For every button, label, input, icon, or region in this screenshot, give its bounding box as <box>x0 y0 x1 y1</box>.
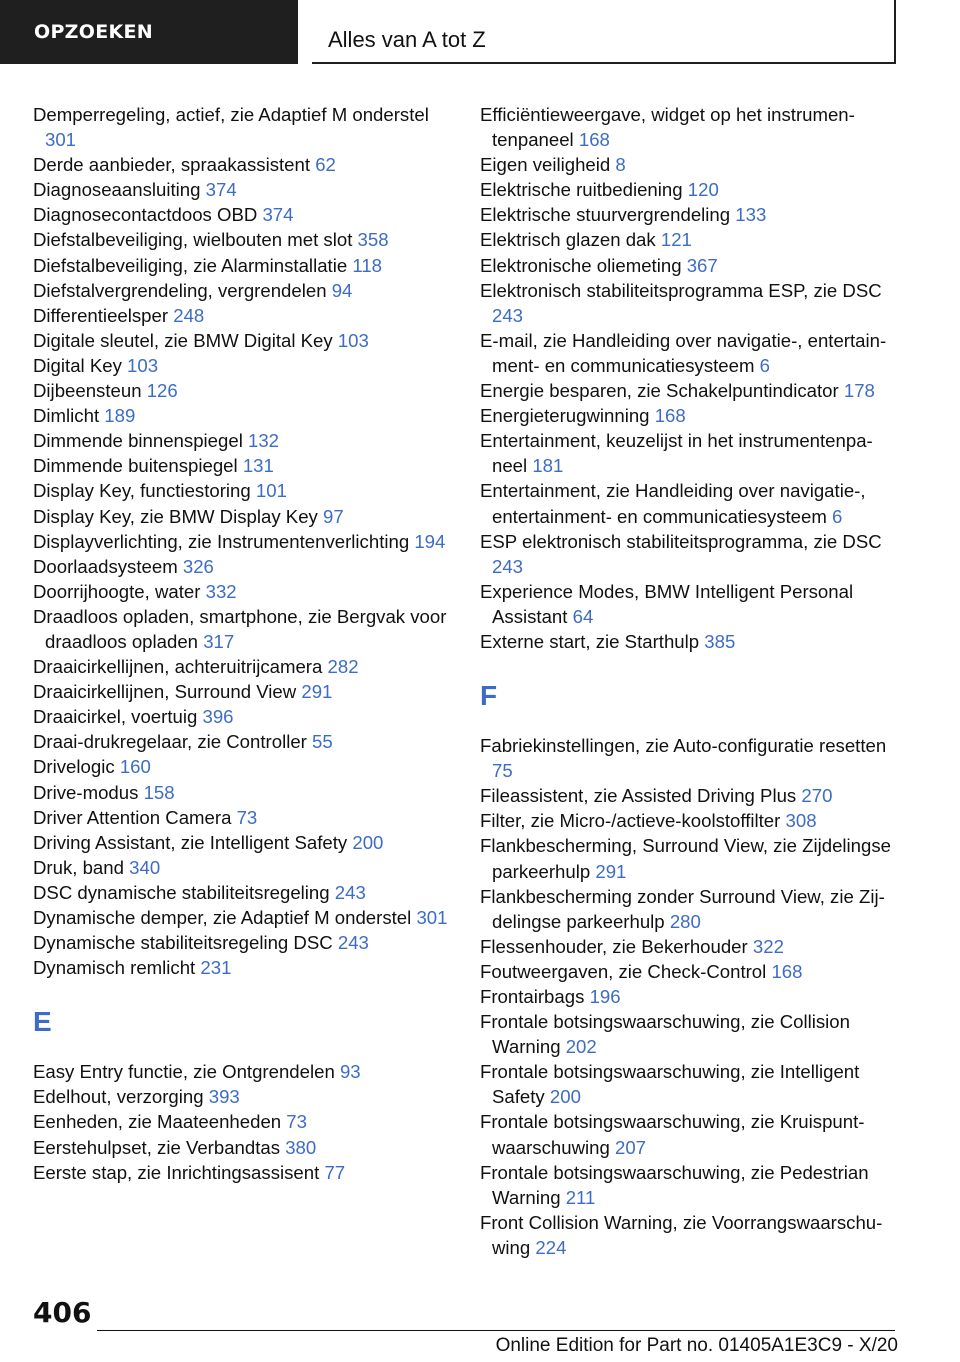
index-entry <box>33 679 453 704</box>
index-entry <box>33 428 453 453</box>
index-entry-text: Frontale botsingswaarschuwing, zie Collision Warning <box>480 1011 850 1058</box>
index-entry <box>33 955 453 980</box>
index-page-link[interactable]: 207 <box>615 1136 647 1158</box>
index-entry-text: Draaicirkellijnen, achteruitrijcamera <box>33 656 323 678</box>
index-entry <box>33 1059 453 1084</box>
index-entry-text: E-mail, zie Handleiding over navigatie-, entertainment- en communicatiesysteem <box>480 329 887 376</box>
index-entry-text: Foutweergaven, zie Check-Control <box>480 960 767 982</box>
index-entry-text: Elektronische oliemeting <box>480 254 682 276</box>
index-entry-text: Elektrische stuurvergrendeling <box>480 204 731 226</box>
index-entry <box>33 227 453 252</box>
index-entry-text: Filter, zie Micro-/actieve-koolstoffilter <box>480 810 781 832</box>
index-entry <box>33 253 453 278</box>
index-entry <box>33 554 453 579</box>
index-page-link[interactable]: 6 <box>832 505 843 527</box>
index-entry <box>480 833 900 883</box>
index-entry <box>33 529 453 554</box>
index-entry <box>480 278 900 328</box>
index-entry <box>33 102 453 152</box>
index-entry <box>480 529 900 579</box>
index-entry-text: Dynamische stabiliteitsregeling DSC <box>33 932 333 954</box>
index-entry-text: Driver Attention Camera <box>33 806 232 828</box>
index-entry <box>480 253 900 278</box>
edition-footer: Online Edition for Part no. 01405A1E3C9 - X/20 <box>495 1335 898 1356</box>
index-entry <box>33 202 453 227</box>
page-header-title <box>312 0 896 64</box>
index-page-link[interactable]: 64 <box>572 605 594 627</box>
index-entry <box>33 754 453 779</box>
index-page-link[interactable]: 291 <box>301 681 333 703</box>
index-entry <box>33 905 453 930</box>
index-page-link[interactable]: 6 <box>759 354 770 376</box>
index-entry-text: ESP elektronisch stabiliteitsprogramma, zie DSC <box>480 530 882 552</box>
index-entry-text: Eerstehulpset, zie Verbandtas <box>33 1136 281 1158</box>
index-page-link[interactable]: 270 <box>801 785 833 807</box>
index-entry <box>480 934 900 959</box>
index-entry <box>33 1084 453 1109</box>
index-entry <box>480 808 900 833</box>
index-page-link[interactable]: 308 <box>785 810 817 832</box>
index-entry-text: Doorrijhoogte, water <box>33 580 201 602</box>
index-entry-text: Flankbescherming, Surround View, zie Zijdelingse parkeerhulp <box>480 835 891 882</box>
index-entry <box>480 629 900 654</box>
index-entry <box>33 1160 453 1185</box>
index-entry-text: Derde aanbieder, spraakassistent <box>33 154 311 176</box>
section-tab-label: OPZOEKEN <box>34 21 153 43</box>
index-page-link[interactable]: 374 <box>262 204 294 226</box>
index-entry-text: Experience Modes, BMW Intelligent Personal Assistant <box>480 580 854 627</box>
index-page-link[interactable]: 243 <box>492 304 524 326</box>
index-entry-text: Display Key, zie BMW Display Key <box>33 505 318 527</box>
index-entry-text: Druk, band <box>33 856 124 878</box>
index-page-link[interactable]: 380 <box>285 1136 317 1158</box>
index-entry-text: Energie besparen, zie Schakelpuntindicator <box>480 380 839 402</box>
index-entry-text: Digital Key <box>33 354 122 376</box>
index-page-link[interactable]: 301 <box>416 907 448 928</box>
index-entry <box>480 984 900 1009</box>
index-entry-text: Dimlicht <box>33 405 100 427</box>
index-entry-text: Frontale botsingswaarschuwing, zie Pedestrian Warning <box>480 1161 869 1208</box>
index-entry <box>33 1109 453 1134</box>
index-entry <box>33 177 453 202</box>
index-column-left <box>33 102 453 1185</box>
index-entry <box>480 378 900 403</box>
index-entry-text: Elektronisch stabiliteitsprogramma ESP, zie DSC <box>480 279 882 301</box>
index-page-link[interactable]: 301 <box>45 129 77 151</box>
index-letter-heading: F <box>480 680 498 712</box>
index-entry-text: Fabriekinstellingen, zie Auto-configuratie resetten <box>480 735 887 757</box>
index-page-link[interactable]: 126 <box>146 380 178 402</box>
index-page-link[interactable]: 158 <box>143 781 175 803</box>
index-page-link[interactable]: 396 <box>202 706 234 728</box>
index-entry <box>33 353 453 378</box>
index-page-link[interactable]: 101 <box>255 480 287 502</box>
index-entry-text: Flankbescherming zonder Surround View, zie Zijdelingse parkeerhulp <box>480 885 885 932</box>
index-entry <box>33 604 453 654</box>
index-entry-text: Diefstalbeveiliging, zie Alarminstallatie <box>33 254 348 276</box>
index-page-link[interactable]: 340 <box>129 856 161 878</box>
index-page-link[interactable]: 189 <box>104 405 136 427</box>
index-entry <box>33 654 453 679</box>
index-entry <box>480 328 900 378</box>
index-page-link[interactable]: 178 <box>843 380 875 402</box>
index-page-link[interactable]: 326 <box>182 555 214 577</box>
index-entry <box>33 830 453 855</box>
index-letter-heading: E <box>33 1006 52 1038</box>
index-entry-text: Easy Entry functie, zie Ontgrendelen <box>33 1061 335 1083</box>
index-page-link[interactable]: 248 <box>173 304 205 326</box>
index-entry-text: Diagnoseaansluiting <box>33 179 201 201</box>
footer-divider <box>97 1330 895 1331</box>
index-page-link[interactable]: 211 <box>565 1186 596 1208</box>
index-entry-text: Frontale botsingswaarschuwing, zie Intelligent Safety <box>480 1061 860 1108</box>
index-entry <box>480 579 900 629</box>
index-page-link[interactable]: 374 <box>205 179 237 201</box>
index-entry <box>480 1210 900 1260</box>
index-page-link[interactable]: 160 <box>119 756 151 778</box>
index-page-link[interactable]: 202 <box>565 1036 597 1058</box>
index-page-link[interactable]: 367 <box>686 254 718 276</box>
index-entry <box>33 930 453 955</box>
index-entry-text: Dimmende buitenspiegel <box>33 455 238 477</box>
index-page-link[interactable]: 75 <box>492 760 513 782</box>
index-entry <box>33 378 453 403</box>
index-entry <box>33 880 453 905</box>
index-page-link[interactable]: 332 <box>205 580 237 602</box>
index-page-link[interactable]: 55 <box>312 731 333 753</box>
index-page-link[interactable]: 103 <box>127 354 159 376</box>
index-entry <box>33 478 453 503</box>
index-entry-text: Front Collision Warning, zie Voorrangswaarschuwing <box>480 1211 883 1258</box>
index-entry <box>33 328 453 353</box>
index-entry <box>33 152 453 177</box>
index-entry-text: Eenheden, zie Maateenheden <box>33 1111 282 1133</box>
index-entry-text: Flessenhouder, zie Bekerhouder <box>480 935 748 957</box>
index-page-link[interactable]: 73 <box>236 806 258 828</box>
index-entry <box>480 202 900 227</box>
chapter-title: Alles van A tot Z <box>328 27 486 52</box>
index-page-link[interactable]: 322 <box>752 935 784 957</box>
index-entry <box>33 278 453 303</box>
index-entry-text: Displayverlichting, zie Instrumentenverlichting <box>33 530 410 552</box>
index-page-link[interactable]: 121 <box>660 229 692 251</box>
index-page-link[interactable]: 73 <box>286 1111 307 1133</box>
index-entry-text: Display Key, functiestoring <box>33 480 251 502</box>
index-page-link[interactable]: 181 <box>532 455 564 477</box>
index-entry <box>480 1009 900 1059</box>
index-entry-text: Dijbeensteun <box>33 380 142 402</box>
index-entry <box>480 959 900 984</box>
index-entry-text: Draadloos opladen, smartphone, zie Bergvak voor draadloos opladen <box>33 605 447 652</box>
index-page-link[interactable]: 243 <box>492 555 524 577</box>
index-page-link[interactable]: 131 <box>242 455 274 477</box>
index-page-link[interactable]: 200 <box>549 1086 581 1108</box>
index-page-link[interactable]: 196 <box>589 986 621 1007</box>
index-page-link[interactable]: 168 <box>654 405 686 427</box>
index-entry <box>480 1059 900 1109</box>
index-entry-text: Draai-drukregelaar, zie Controller <box>33 731 307 753</box>
index-page-link[interactable]: 231 <box>200 957 232 979</box>
index-page-link[interactable]: 291 <box>595 860 627 882</box>
index-entry <box>480 783 900 808</box>
index-entry <box>480 733 900 783</box>
index-page-link[interactable]: 133 <box>735 204 767 226</box>
index-entry-text: Externe start, zie Starthulp <box>480 630 700 652</box>
index-entry <box>33 780 453 805</box>
index-entry <box>33 1135 453 1160</box>
index-page-link[interactable]: 194 <box>414 530 446 552</box>
index-entry-text: Dimmende binnenspiegel <box>33 430 243 452</box>
index-page-link[interactable]: 93 <box>339 1061 361 1083</box>
index-page-link[interactable]: 168 <box>578 129 610 151</box>
index-entry <box>480 478 900 528</box>
index-entry-text: Dynamische demper, zie Adaptief M onderstel <box>33 907 412 928</box>
index-entry-text: Drive-modus <box>33 781 139 803</box>
index-entry <box>33 855 453 880</box>
index-entry-text: Demperregeling, actief, zie Adaptief M onderstel <box>33 104 429 125</box>
index-entry-text: Eerste stap, zie Inrichtingsassisent <box>33 1161 320 1183</box>
index-entry <box>33 729 453 754</box>
index-entry <box>480 152 900 177</box>
index-entry-text: Elektrisch glazen dak <box>480 229 656 251</box>
index-entry-text: Entertainment, zie Handleiding over navigatie-, entertainment- en communicatiesysteem <box>480 480 866 527</box>
index-entry-text: Diagnosecontactdoos OBD <box>33 204 258 226</box>
index-entry-text: Differentieelsper <box>33 304 169 326</box>
index-entry <box>480 177 900 202</box>
index-entry-text: Entertainment, keuzelijst in het instrumentenpaneel <box>480 430 873 477</box>
index-entry-text: Elektrische ruitbediening <box>480 179 683 201</box>
index-entry <box>480 403 900 428</box>
index-entry-text: Driving Assistant, zie Intelligent Safety <box>33 831 348 853</box>
index-entry-text: Doorlaadsysteem <box>33 555 178 577</box>
index-page-link[interactable]: 224 <box>535 1236 567 1258</box>
index-entry <box>33 579 453 604</box>
index-page-link[interactable]: 280 <box>669 910 701 932</box>
index-page-link[interactable]: 118 <box>352 254 383 276</box>
index-column-right <box>480 102 900 1260</box>
index-page-link[interactable]: 132 <box>248 430 280 452</box>
index-page-link[interactable]: 317 <box>203 630 235 652</box>
index-entry-text: Efficiëntieweergave, widget op het instrumentenpaneel <box>480 104 855 151</box>
index-entry-text: Diefstalvergrendeling, vergrendelen <box>33 279 327 301</box>
index-page-link[interactable]: 243 <box>337 932 369 954</box>
index-entry-text: Drivelogic <box>33 756 115 778</box>
index-entry <box>33 403 453 428</box>
index-entry <box>480 1160 900 1210</box>
index-entry-text: Energieterugwinning <box>480 405 650 427</box>
index-page-link[interactable]: 358 <box>357 229 389 251</box>
index-entry-text: Edelhout, verzorging <box>33 1086 204 1108</box>
index-page-link[interactable]: 243 <box>334 881 366 903</box>
index-page-link[interactable]: 77 <box>324 1161 346 1183</box>
index-entry <box>480 1109 900 1159</box>
index-page-link[interactable]: 94 <box>331 279 353 301</box>
index-entry-text: Frontairbags <box>480 986 585 1007</box>
page-number: 406 <box>33 1296 92 1329</box>
index-page-link[interactable]: 8 <box>615 154 626 176</box>
index-entry <box>480 102 900 152</box>
index-entry-text: Dynamisch remlicht <box>33 957 196 979</box>
index-entry <box>33 453 453 478</box>
index-entry <box>480 227 900 252</box>
index-page-link[interactable]: 282 <box>327 656 359 678</box>
index-entry <box>33 303 453 328</box>
index-entry <box>33 805 453 830</box>
index-entry-text: Frontale botsingswaarschuwing, zie Kruispuntwaarschuwing <box>480 1111 865 1158</box>
index-entry-text: Draaicirkel, voertuig <box>33 706 198 728</box>
index-page-link[interactable]: 103 <box>337 329 369 351</box>
section-tab <box>0 0 298 64</box>
index-page-link[interactable]: 120 <box>687 179 719 201</box>
index-page-link[interactable]: 200 <box>352 831 384 853</box>
index-page-link[interactable]: 97 <box>323 505 344 527</box>
index-page-link[interactable]: 62 <box>315 154 336 176</box>
index-page-link[interactable]: 385 <box>704 630 736 652</box>
index-entry-text: DSC dynamische stabiliteitsregeling <box>33 881 330 903</box>
index-entry-text: Draaicirkellijnen, Surround View <box>33 681 297 703</box>
index-entry-text: Digitale sleutel, zie BMW Digital Key <box>33 329 333 351</box>
index-entry <box>480 428 900 478</box>
index-entry <box>33 504 453 529</box>
index-entry-text: Eigen veiligheid <box>480 154 611 176</box>
index-entry-text: Fileassistent, zie Assisted Driving Plus <box>480 785 797 807</box>
index-entry <box>33 704 453 729</box>
index-entry-text: Diefstalbeveiliging, wielbouten met slot <box>33 229 353 251</box>
index-page-link[interactable]: 168 <box>771 960 803 982</box>
index-page-link[interactable]: 393 <box>208 1086 240 1108</box>
index-entry <box>480 884 900 934</box>
